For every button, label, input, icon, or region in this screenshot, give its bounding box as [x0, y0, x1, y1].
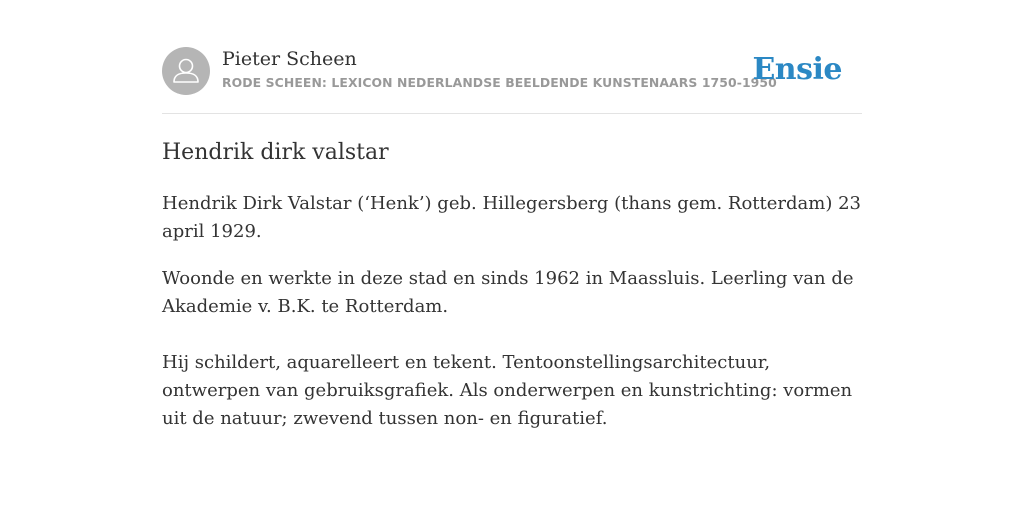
article-paragraph: Hij schildert, aquarelleert en tekent. Tentoonstellingsarchitectuur, ontwerpen van gebruiksgrafiek. Als onderwerpen en kunstrichting: vormen uit de natuur; zwevend tussen non- en figuratief.	[162, 352, 853, 429]
user-icon	[162, 47, 210, 95]
ensie-logo[interactable]: Ensie	[752, 52, 842, 87]
article-paragraph: Woonde en werkte in deze stad en sinds 1962 in Maassluis. Leerling van de Akademie v. B.K. te Rotterdam.	[162, 268, 854, 317]
source-label[interactable]: RODE SCHEEN: LEXICON NEDERLANDSE BEELDENDE KUNSTENAARS 1750-1950	[222, 75, 777, 90]
article-paragraph: Hendrik Dirk Valstar (‘Henk’) geb. Hillegersberg (thans gem. Rotterdam) 23 april 1929.	[162, 193, 862, 242]
article-title: Hendrik dirk valstar	[162, 140, 389, 165]
author-avatar[interactable]	[162, 47, 210, 95]
header-divider	[162, 113, 862, 114]
author-name[interactable]: Pieter Scheen	[222, 48, 357, 70]
article-header	[162, 47, 862, 95]
